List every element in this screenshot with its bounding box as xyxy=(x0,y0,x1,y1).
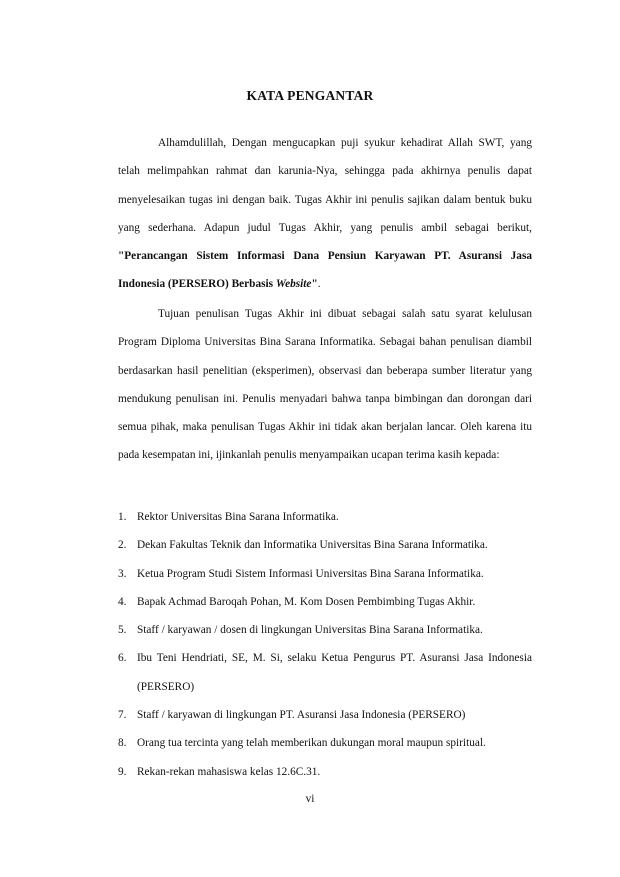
list-item xyxy=(118,701,532,729)
paragraph-intro xyxy=(118,129,532,299)
list-item-text: Bapak Achmad Baroqah Pohan, M. Kom Dosen Pembimbing Tugas Akhir. xyxy=(137,595,476,608)
list-item-text: Rekan-rekan mahasiswa kelas 12.6C.31. xyxy=(137,765,321,778)
thesis-title-quote-open: " xyxy=(118,250,125,263)
list-item-number: 5. xyxy=(118,624,127,637)
list-item xyxy=(118,729,532,757)
list-item xyxy=(118,758,532,786)
list-item-number: 6. xyxy=(118,652,127,665)
thesis-title-italic: Website xyxy=(275,278,312,291)
list-item-number: 9. xyxy=(118,765,127,778)
list-item-text: Dekan Fakultas Teknik dan Informatika Universitas Bina Sarana Informatika. xyxy=(137,539,488,552)
page-number: vi xyxy=(305,793,315,805)
acknowledgement-list xyxy=(118,503,532,786)
paragraph-purpose xyxy=(118,300,532,470)
thesis-title: Perancangan Sistem Informasi Dana Pensiun Karyawan PT. Asuransi Jasa Indonesia (PERSERO) Berbasis xyxy=(118,250,532,291)
paragraph-intro-end: . xyxy=(317,278,321,291)
list-item xyxy=(118,503,532,531)
list-item-text: Ibu Teni Hendriati, SE, M. Si, selaku Ketua Pengurus PT. Asuransi Jasa Indonesia (PERSERO) xyxy=(137,652,532,693)
paragraph-purpose-text: Tujuan penulisan Tugas Akhir ini dibuat sebagai salah satu syarat kelulusan Program Diploma Universitas Bina Sarana Informatika. Sebagai bahan penulisan diambil berdasarkan hasil penelitian (eksperimen), observasi dan beberapa sumber literatur yang mendukung penulisan ini. Penulis menyadari bahwa tanpa bimbingan dan dorongan dari semua pihak, maka penulisan Tugas Akhir ini tidak akan berjalan lancar. Oleh karena itu pada kesempatan ini, ijinkanlah penulis menyampaikan ucapan terima kasih kepada: xyxy=(118,308,532,462)
list-item xyxy=(118,531,532,559)
list-item-text: Rektor Universitas Bina Sarana Informatika. xyxy=(137,511,339,523)
list-item xyxy=(118,588,532,616)
list-item-text: Orang tua tercinta yang telah memberikan dukungan moral maupun spiritual. xyxy=(137,737,486,750)
thesis-title-quote-close: " xyxy=(311,278,318,291)
list-item-number: 8. xyxy=(118,737,127,750)
paragraph-intro-text: Alhamdulillah, Dengan mengucapkan puji syukur kehadirat Allah SWT, yang telah melimpahkan rahmat dan karunia-Nya, sehingga pada akhirnya penulis dapat menyelesaikan tugas ini dengan baik. Tugas Akhir ini penulis sajikan dalam bentuk buku yang sederhana. Adapun judul Tugas Akhir, yang penulis ambil sebagai berikut, xyxy=(118,137,532,234)
page-title: KATA PENGANTAR xyxy=(246,88,374,103)
list-item xyxy=(118,644,532,701)
list-item-number: 4. xyxy=(118,595,127,608)
list-item-number: 7. xyxy=(118,709,127,722)
list-item-text: Ketua Program Studi Sistem Informasi Universitas Bina Sarana Informatika. xyxy=(137,567,484,580)
list-item-number: 1. xyxy=(118,511,127,523)
list-item xyxy=(118,560,532,588)
list-item-number: 3. xyxy=(118,567,127,580)
list-item-text: Staff / karyawan / dosen di lingkungan Universitas Bina Sarana Informatika. xyxy=(137,624,483,637)
list-item xyxy=(118,616,532,644)
list-item-number: 2. xyxy=(118,539,127,552)
list-item-text: Staff / karyawan di lingkungan PT. Asuransi Jasa Indonesia (PERSERO) xyxy=(137,709,466,722)
